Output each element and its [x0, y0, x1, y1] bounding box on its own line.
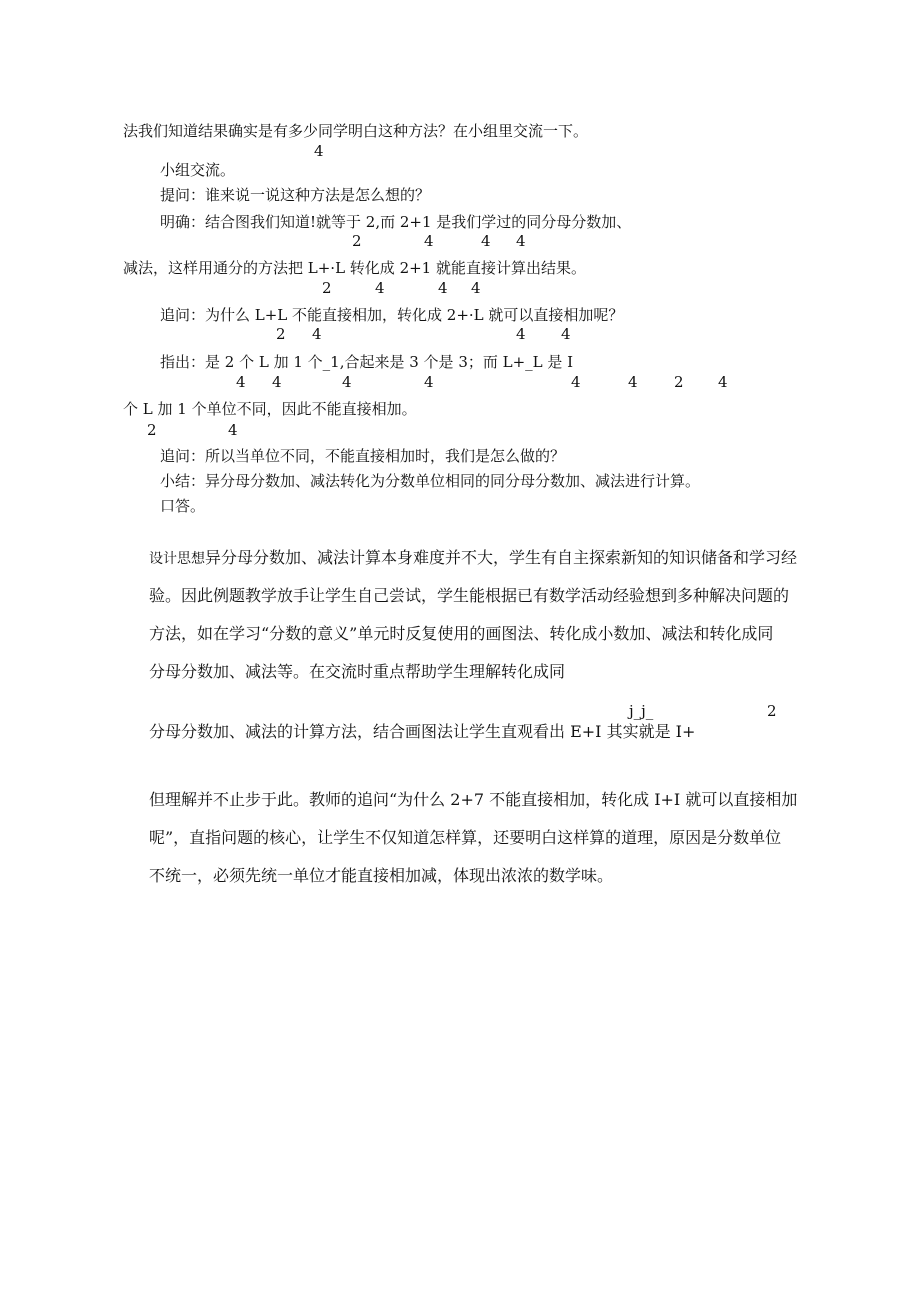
fraction-denominator: 4: [571, 373, 581, 391]
fraction-denominator: 4: [424, 232, 434, 250]
fraction-denominator: 4: [718, 373, 728, 391]
lesson-line-8: 个 L 加 1 个单位不同，因此不能直接相加。: [123, 400, 417, 418]
lesson-line-7: 指出：是 2 个 L 加 1 个_1,合起来是 3 个是 3；而 L+_L 是 I: [160, 353, 574, 371]
fraction-denominator: 4: [424, 373, 434, 391]
fraction-denominator: 4: [561, 325, 571, 343]
lesson-line-5: 减法，这样用通分的方法把 L+·L 转化成 2+1 就能直接计算出结果。: [123, 259, 586, 277]
fraction-denominator: 4: [375, 279, 385, 297]
lesson-line-11: 口答。: [160, 497, 206, 515]
fraction-denominator: 4: [314, 142, 324, 160]
fraction-denominator: 2: [322, 279, 332, 297]
fraction-denominator: 4: [236, 373, 246, 391]
fraction-denominator: 4: [228, 421, 238, 439]
fraction-denominator: 4: [438, 279, 448, 297]
fraction-numerator: j_j_: [629, 702, 654, 720]
fraction-denominator: 4: [628, 373, 638, 391]
design-line-1: [149, 548, 797, 569]
lesson-line-4: 明确：结合图我们知道!就等于 2,而 2+1 是我们学过的同分母分数加、: [160, 213, 632, 231]
lesson-line-1: 法我们知道结果确实是有多少同学明白这种方法？在小组里交流一下。: [123, 122, 589, 140]
design-text: 异分母分数加、减法计算本身难度并不大，学生有自主探索新知的知识储备和学习经: [205, 548, 798, 567]
fraction-denominator: 4: [342, 373, 352, 391]
lesson-summary: 小结：异分母分数加、减法转化为分数单位相同的同分母分数加、减法进行计算。: [160, 472, 701, 490]
fraction-denominator: 2: [276, 325, 286, 343]
lesson-line-6: 追问：为什么 L+L 不能直接相加，转化成 2+·L 就可以直接相加呢？: [160, 306, 624, 324]
fraction-numerator: 2: [767, 702, 777, 720]
fraction-denominator: 4: [272, 373, 282, 391]
fraction-denominator: 2: [147, 421, 157, 439]
lesson-line-9: 追问：所以当单位不同，不能直接相加时，我们是怎么做的？: [160, 447, 566, 465]
fraction-denominator: 2: [674, 373, 684, 391]
fraction-denominator: 4: [481, 232, 491, 250]
design-line-3: 方法，如在学习“分数的意义”单元时反复使用的画图法、转化成小数加、减法和转化成同: [149, 624, 774, 643]
design-line-2: 验。因此例题教学放手让学生自己尝试，学生能根据已有数学活动经验想到多种解决问题的: [149, 586, 790, 605]
design-line-8: 不统一，必须先统一单位才能直接相加减，体现出浓浓的数学味。: [149, 866, 614, 885]
lesson-line-2: 小组交流。: [160, 161, 236, 179]
fraction-denominator: 4: [516, 232, 526, 250]
design-line-6: 但理解并不止步于此。教师的追问“为什么 2+7 不能直接相加，转化成 I+I 就可以直接相加: [149, 790, 798, 809]
fraction-denominator: 2: [352, 232, 362, 250]
fraction-denominator: 4: [312, 325, 322, 343]
design-label: 设计思想: [149, 551, 205, 567]
design-line-5: 分母分数加、减法的计算方法，结合画图法让学生直观看出 E+I 其实就是 I+: [149, 722, 696, 741]
fraction-denominator: 4: [516, 325, 526, 343]
fraction-denominator: 4: [471, 279, 481, 297]
lesson-line-3: 提问：谁来说一说这种方法是怎么想的？: [160, 186, 431, 204]
design-line-4: 分母分数加、减法等。在交流时重点帮助学生理解转化成同: [149, 662, 566, 681]
design-line-7: 呢”，直指问题的核心，让学生不仅知道怎样算，还要明白这样算的道理，原因是分数单位: [149, 828, 782, 847]
